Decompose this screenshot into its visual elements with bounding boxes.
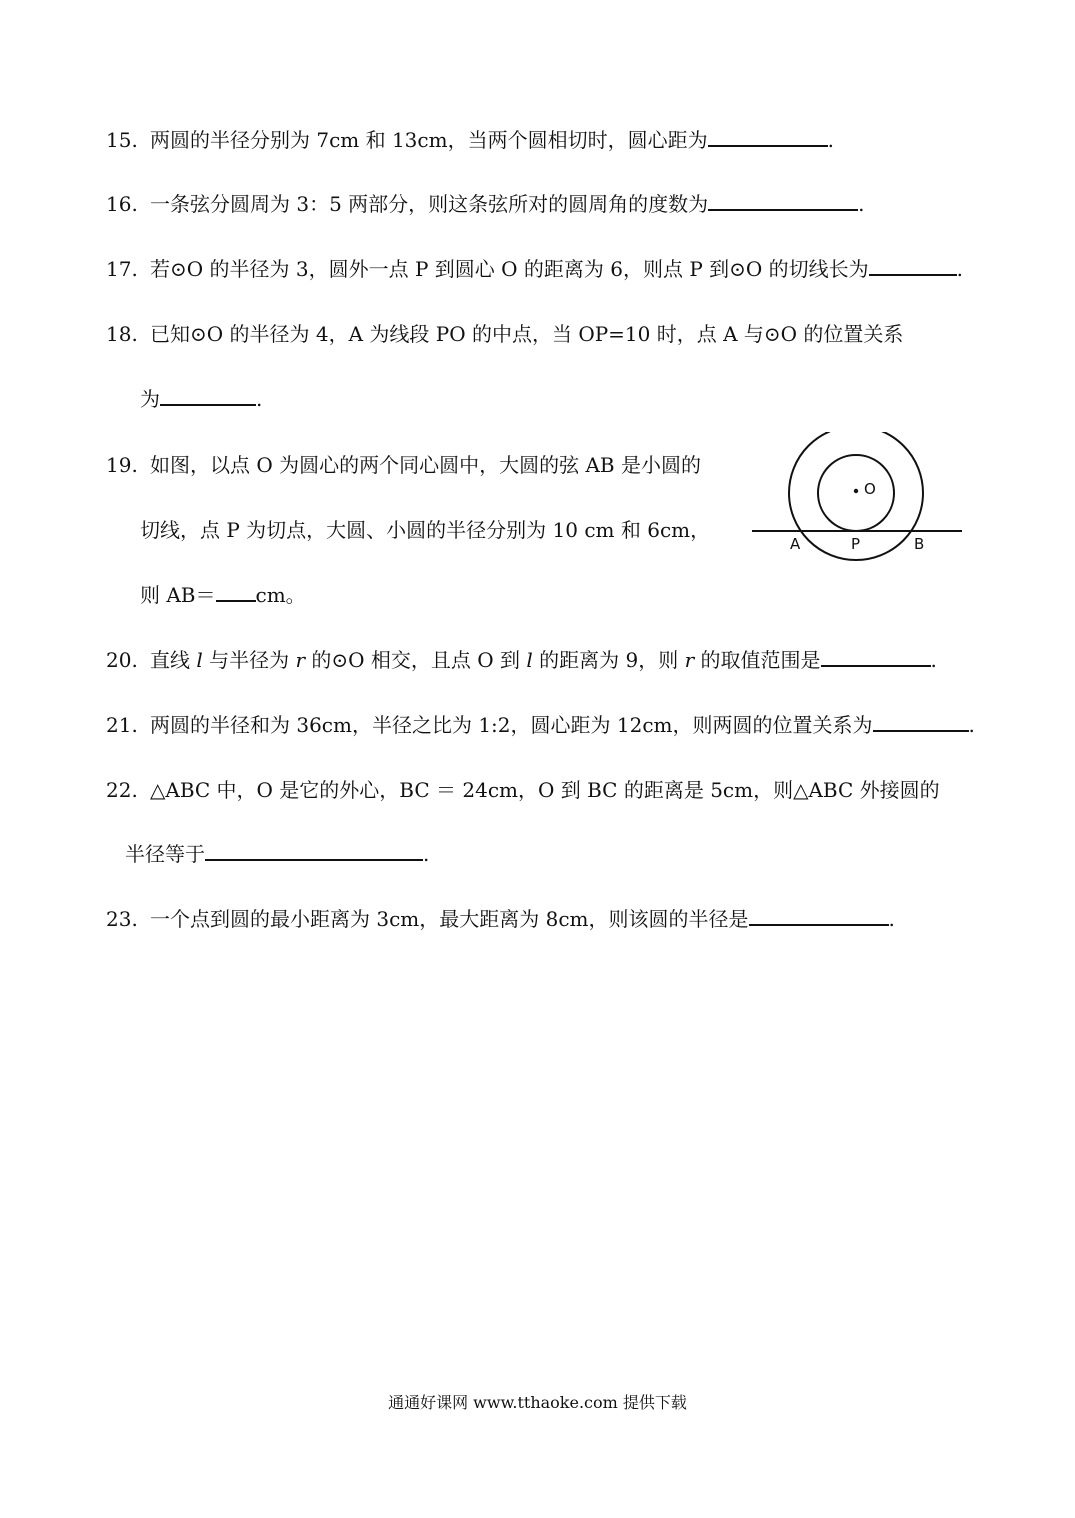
question-text: 切线，点 P 为切点，大圆、小圆的半径分别为 10 cm 和 6cm， [140, 518, 711, 542]
question-22-continued [125, 840, 429, 868]
question-21 [106, 711, 975, 739]
question-18 [106, 320, 903, 348]
answer-blank[interactable] [708, 127, 828, 147]
question-text: 一个点到圆的最小距离为 3cm，最大距离为 8cm，则该圆的半径是 [150, 907, 749, 931]
punctuation: . [827, 128, 834, 152]
question-text: 两圆的半径分别为 7cm 和 13cm，当两个圆相切时，圆心距为 [150, 128, 708, 152]
question-number: 19. [106, 453, 138, 477]
question-15 [106, 126, 834, 154]
label-o: O [864, 480, 876, 498]
label-b: B [914, 535, 925, 553]
answer-blank[interactable] [708, 191, 858, 211]
question-text: 一条弦分圆周为 3：5 两部分，则这条弦所对的圆周角的度数为 [150, 192, 709, 216]
answer-blank[interactable] [869, 256, 957, 276]
question-19-line2 [140, 516, 710, 544]
question-number: 16. [106, 192, 138, 216]
answer-blank[interactable] [216, 582, 256, 602]
answer-blank[interactable] [205, 841, 423, 861]
concentric-circles-figure [748, 432, 968, 567]
question-number: 23. [106, 907, 138, 931]
question-text: 的⊙O 相交，且点 O 到 [305, 648, 527, 672]
question-number: 15. [106, 128, 138, 152]
question-number: 20. [106, 648, 138, 672]
variable-r: r [684, 648, 695, 672]
question-text: 半径等于 [125, 842, 205, 866]
question-text: 若⊙O 的半径为 3，圆外一点 P 到圆心 O 的距离为 6，则点 P 到⊙O 的切线长为 [150, 257, 869, 281]
question-number: 21. [106, 713, 138, 737]
question-text: 两圆的半径和为 36cm，半径之比为 1:2，圆心距为 12cm，则两圆的位置关系为 [150, 713, 873, 737]
punctuation: . [956, 257, 964, 281]
label-p: P [851, 535, 861, 553]
punctuation: . [968, 713, 975, 737]
label-a: A [790, 535, 801, 553]
question-text: 与半径为 [202, 648, 296, 672]
punctuation: . [930, 648, 937, 672]
question-text: △ABC 中，O 是它的外心，BC ＝ 24cm，O 到 BC 的距离是 5cm，则△ABC 外接圆的 [150, 778, 940, 802]
punctuation: . [888, 907, 895, 931]
question-17 [106, 255, 963, 283]
question-23 [106, 905, 895, 933]
question-number: 18. [106, 322, 138, 346]
punctuation: . [423, 842, 430, 866]
question-16 [106, 190, 865, 218]
question-text: 已知⊙O 的半径为 4，A 为线段 PO 的中点，当 OP=10 时，点 A 与⊙O 的位置关系 [150, 322, 904, 346]
answer-blank[interactable] [749, 906, 889, 926]
unit-text: cm。 [255, 583, 306, 607]
punctuation: . [256, 387, 263, 411]
question-text: 如图，以点 O 为圆心的两个同心圆中，大圆的弦 AB 是小圆的 [150, 453, 701, 477]
question-text: 则 AB＝ [140, 583, 216, 607]
variable-r: r [295, 648, 306, 672]
answer-blank[interactable] [160, 386, 256, 406]
question-18-continued [140, 385, 262, 413]
variable-l: l [526, 648, 533, 672]
question-number: 22. [106, 778, 138, 802]
punctuation: . [858, 192, 865, 216]
center-point [854, 489, 858, 493]
question-text: 的取值范围是 [694, 648, 821, 672]
question-text: 的距离为 9，则 [532, 648, 685, 672]
question-20 [106, 646, 937, 674]
question-22 [106, 776, 940, 804]
page-footer: 通通好课网 www.tthaoke.com 提供下载 [388, 1393, 687, 1412]
variable-l: l [196, 648, 203, 672]
question-19 [106, 451, 701, 479]
question-number: 17. [106, 257, 138, 281]
answer-blank[interactable] [821, 647, 931, 667]
question-text: 直线 [150, 648, 197, 672]
question-text: 为 [140, 387, 160, 411]
answer-blank[interactable] [873, 712, 969, 732]
question-19-line3 [140, 581, 306, 609]
